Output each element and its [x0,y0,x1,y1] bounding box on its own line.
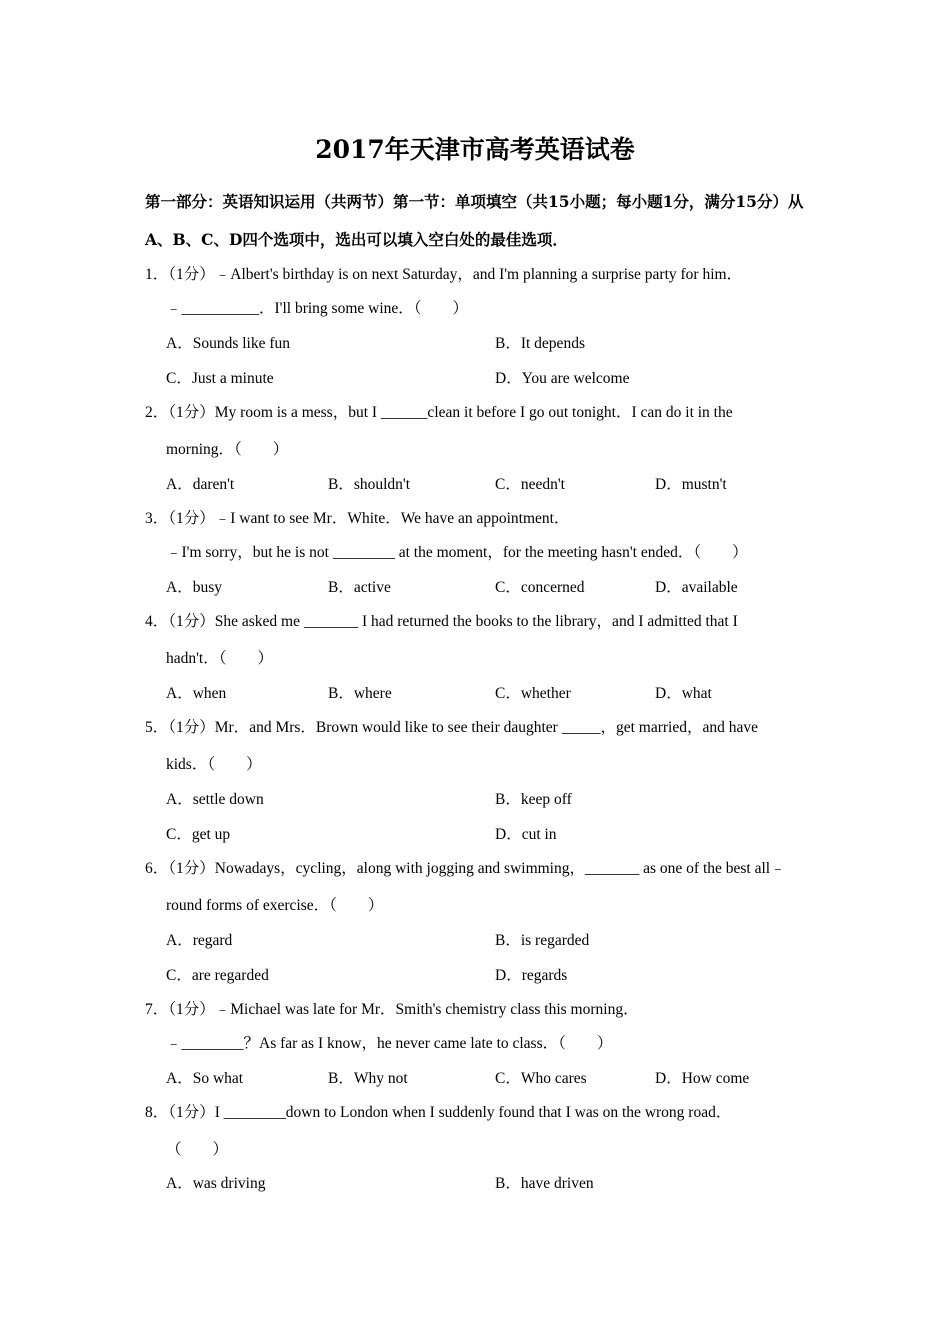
question-stem-continued: ﹣__________．I'll bring some wine．（ ） [166,300,469,317]
question-stem: 1．（1分）﹣Albert's birthday is on next Saturday，and I'm planning a surprise party for him． [145,266,743,283]
option-c[interactable]: C．Just a minute [166,370,274,387]
option-d[interactable]: D．You are welcome [495,370,630,387]
option-b[interactable]: B．where [328,685,392,702]
option-d[interactable]: D．How come [655,1070,750,1087]
question-stem-continued: ﹣I'm sorry，but he is not ________ at the moment，for the meeting hasn't ended．（ ） [166,544,748,561]
option-a[interactable]: A．So what [166,1070,244,1087]
option-b[interactable]: B．active [328,579,391,596]
option-d[interactable]: D．regards [495,967,568,984]
question-stem-continued: ﹣________？As far as I know，he never came late to class．（ ） [166,1035,613,1052]
option-c[interactable]: C．concerned [495,579,585,596]
page-title: 2017年天津市高考英语试卷 [315,135,635,164]
option-b[interactable]: B．It depends [495,335,585,352]
section-heading-line2: A、B、C、D四个选项中，选出可以填入空白处的最佳选项． [145,230,568,249]
option-c[interactable]: C．needn't [495,476,565,493]
option-c[interactable]: C．whether [495,685,571,702]
question-stem-continued: kids．（ ） [166,756,262,773]
option-a[interactable]: A．was driving [166,1175,266,1192]
question-stem: 3．（1分）﹣I want to see Mr．White．We have an appointment． [145,510,570,527]
question-stem-continued: round forms of exercise．（ ） [166,897,384,914]
question-stem-continued: （ ） [166,1141,229,1158]
option-d[interactable]: D．cut in [495,826,557,843]
question-stem-continued: hadn't．（ ） [166,650,273,667]
option-b[interactable]: B．keep off [495,791,572,808]
option-d[interactable]: D．available [655,579,738,596]
option-a[interactable]: A．daren't [166,476,235,493]
option-a[interactable]: A．regard [166,932,233,949]
option-a[interactable]: A．when [166,685,227,702]
section-heading-line1: 第一部分：英语知识运用（共两节）第一节：单项填空（共15小题；每小题1分，满分15分）从 [145,192,804,211]
option-b[interactable]: B．shouldn't [328,476,411,493]
option-b[interactable]: B．Why not [328,1070,408,1087]
question-stem: 8．（1分）I ________down to London when I suddenly found that I was on the wrong road． [145,1104,732,1121]
question-stem: 5．（1分）Mr．and Mrs．Brown would like to see their daughter _____，get married，and have [145,719,758,736]
question-stem: 6．（1分）Nowadays，cycling，along with jogging and swimming，_______ as one of the best all﹣ [145,860,786,877]
option-d[interactable]: D．mustn't [655,476,727,493]
option-c[interactable]: C．are regarded [166,967,269,984]
question-stem-continued: morning．（ ） [166,441,289,458]
option-a[interactable]: A．settle down [166,791,264,808]
question-stem: 7．（1分）﹣Michael was late for Mr．Smith's chemistry class this morning． [145,1001,639,1018]
option-b[interactable]: B．is regarded [495,932,590,949]
option-c[interactable]: C．Who cares [495,1070,587,1087]
option-c[interactable]: C．get up [166,826,231,843]
option-a[interactable]: A．Sounds like fun [166,335,291,352]
question-stem: 4．（1分）She asked me _______ I had returned the books to the library，and I admitted that I [145,613,738,630]
option-d[interactable]: D．what [655,685,712,702]
option-b[interactable]: B．have driven [495,1175,594,1192]
option-a[interactable]: A．busy [166,579,222,596]
question-stem: 2．（1分）My room is a mess，but I ______clean it before I go out tonight．I can do it in the [145,404,733,421]
